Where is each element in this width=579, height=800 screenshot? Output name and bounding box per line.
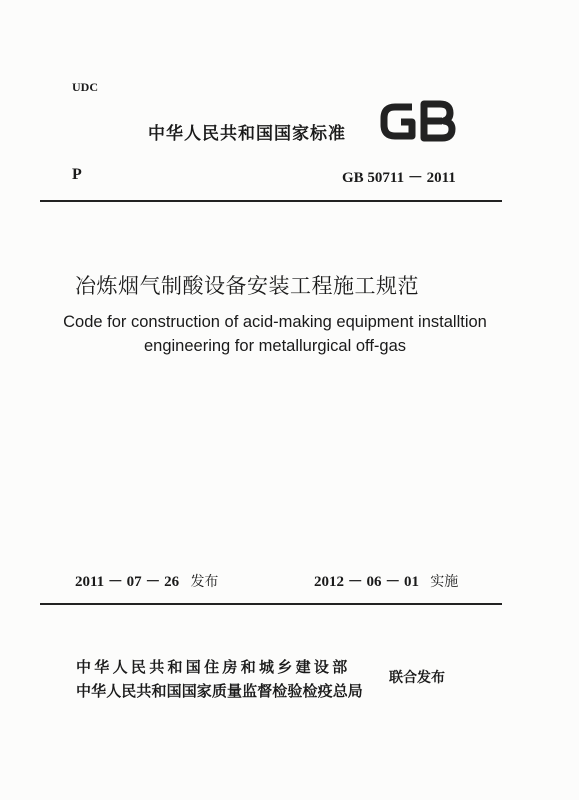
issue-date-block <box>75 570 218 591</box>
issuer-ministry: 中华人民共和国住房和城乡建设部 <box>76 658 351 676</box>
gb-logo-g <box>384 107 412 136</box>
gb-logo <box>378 100 458 142</box>
issuers-block <box>76 655 363 703</box>
title-english-line2: engineering for metallurgical off-gas <box>143 337 406 355</box>
title-english <box>40 310 510 358</box>
issue-date: 2011 － 07 － 26 <box>75 574 180 590</box>
standard-number: GB 50711 － 2011 <box>342 170 456 186</box>
issuer-administration: 中华人民共和国国家质量监督检验检疫总局 <box>76 682 363 700</box>
implementation-date: 2012 － 06 － 01 <box>314 574 420 590</box>
bottom-divider <box>40 603 502 605</box>
joint-release-label: 联合发布 <box>389 670 445 686</box>
top-divider <box>40 200 502 202</box>
udc-label: UDC <box>72 80 98 94</box>
issue-label: 发布 <box>190 574 219 590</box>
national-standard-label: 中华人民共和国国家标准 <box>148 124 346 144</box>
classification-code: P <box>72 166 82 183</box>
title-chinese: 冶炼烟气制酸设备安装工程施工规范 <box>75 274 419 298</box>
gb-logo-b <box>424 104 452 138</box>
implementation-label: 实施 <box>430 574 459 590</box>
implementation-date-block <box>314 570 458 591</box>
title-english-line1: Code for construction of acid-making equipment installtion <box>63 313 487 331</box>
